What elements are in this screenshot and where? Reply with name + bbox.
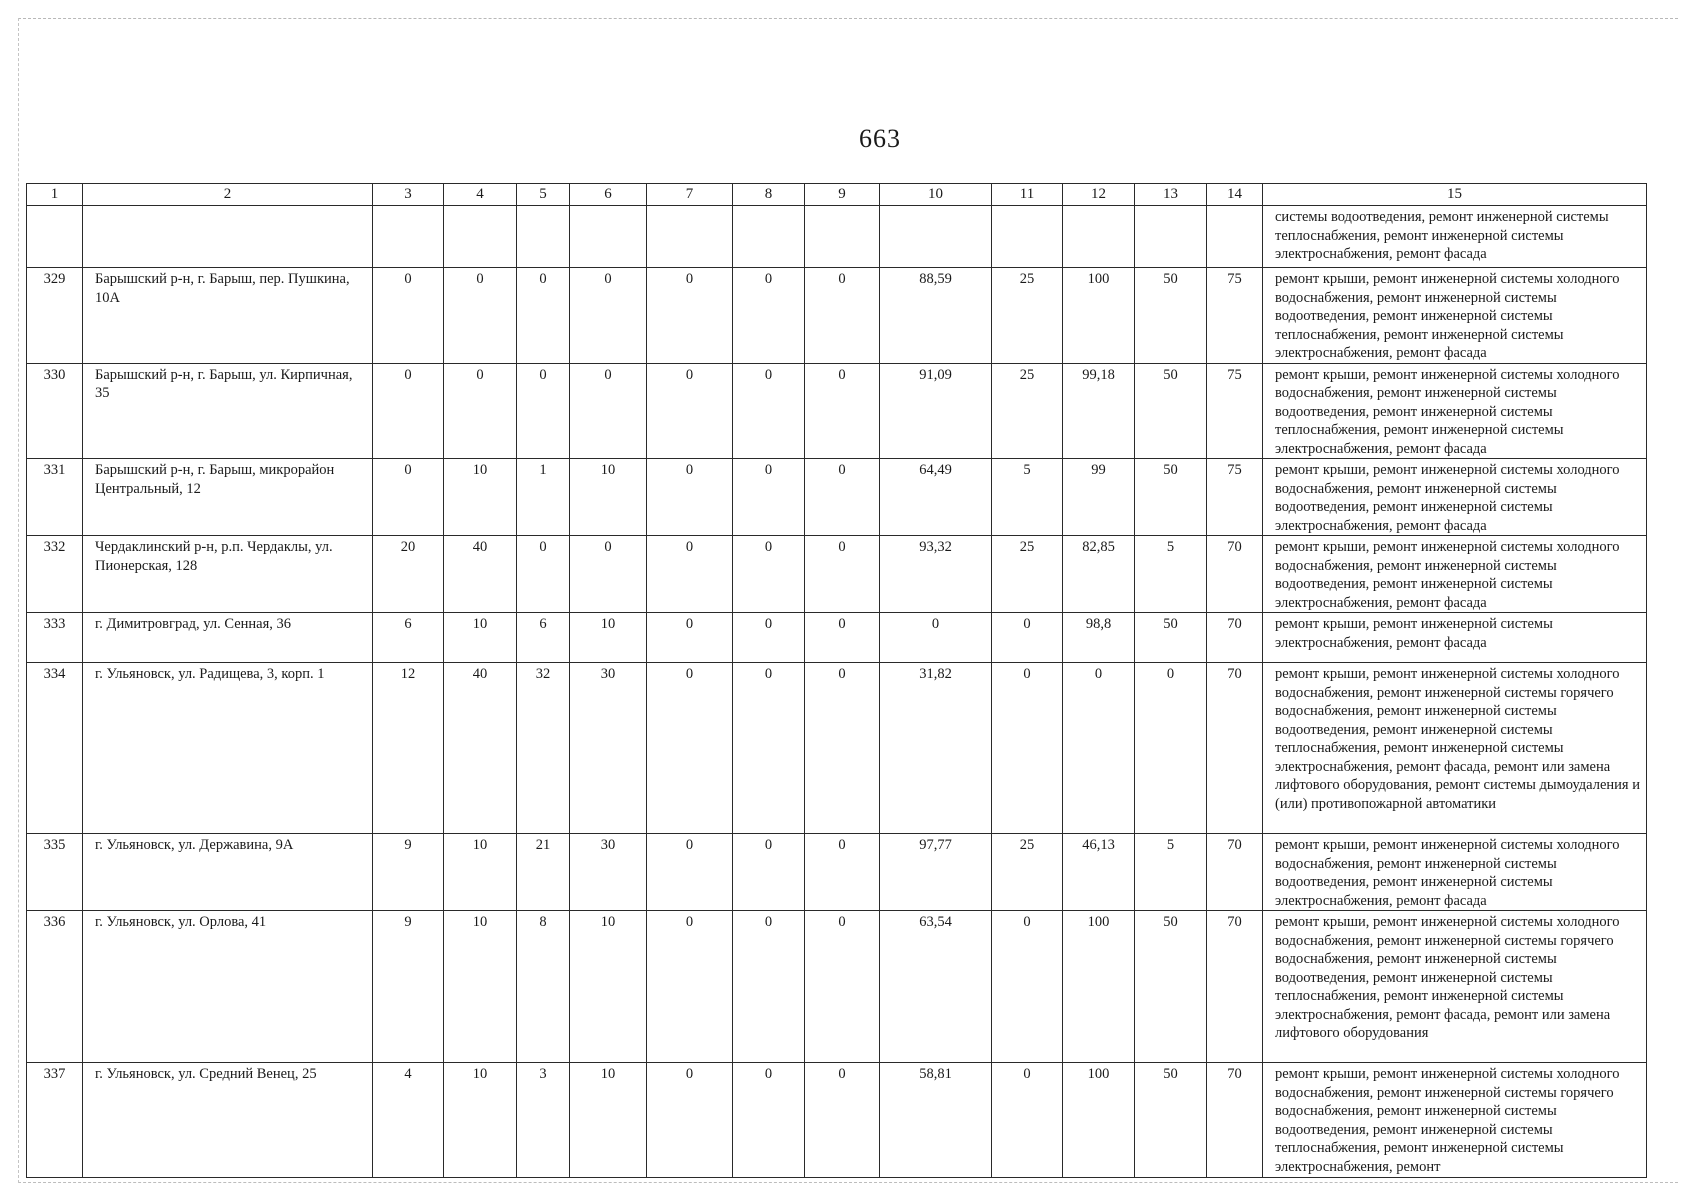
value-cell: 25 bbox=[992, 268, 1063, 364]
value-cell: 0 bbox=[805, 613, 880, 663]
row-number: 336 bbox=[27, 911, 83, 1063]
address: Барышский р-н, г. Барыш, пер. Пушкина, 10А bbox=[83, 268, 373, 364]
value-cell: 0 bbox=[570, 536, 647, 613]
value-cell: 0 bbox=[733, 1063, 805, 1178]
value-cell: 0 bbox=[647, 663, 733, 834]
value-cell: 64,49 bbox=[880, 459, 992, 536]
value-cell: 98,8 bbox=[1063, 613, 1135, 663]
value-cell: 40 bbox=[444, 536, 517, 613]
works-list: ремонт крыши, ремонт инженерной системы холодного водоснабжения, ремонт инженерной системы водоотведения, ремонт инженерной системы теплоснабжения, ремонт инженерной системы электроснабжения, ремонт фасада bbox=[1263, 268, 1647, 364]
value-cell: 0 bbox=[805, 911, 880, 1063]
value-cell: 0 bbox=[373, 363, 444, 459]
row-number: 337 bbox=[27, 1063, 83, 1178]
value-cell: 0 bbox=[992, 911, 1063, 1063]
column-header: 13 bbox=[1135, 184, 1207, 206]
value-cell: 6 bbox=[517, 613, 570, 663]
table-row bbox=[27, 459, 1647, 536]
row-number: 331 bbox=[27, 459, 83, 536]
value-cell: 5 bbox=[1135, 834, 1207, 911]
value-cell: 30 bbox=[570, 663, 647, 834]
value-cell: 25 bbox=[992, 834, 1063, 911]
value-cell: 70 bbox=[1207, 663, 1263, 834]
address: г. Ульяновск, ул. Орлова, 41 bbox=[83, 911, 373, 1063]
row-number: 329 bbox=[27, 268, 83, 364]
works-list: ремонт крыши, ремонт инженерной системы холодного водоснабжения, ремонт инженерной системы водоотведения, ремонт инженерной системы электроснабжения, ремонт фасада bbox=[1263, 834, 1647, 911]
value-cell: 50 bbox=[1135, 911, 1207, 1063]
value-cell: 10 bbox=[570, 613, 647, 663]
value-cell: 25 bbox=[992, 536, 1063, 613]
value-cell: 0 bbox=[373, 459, 444, 536]
value-cell: 9 bbox=[373, 911, 444, 1063]
table-row bbox=[27, 613, 1647, 663]
value-cell: 8 bbox=[517, 911, 570, 1063]
address: Барышский р-н, г. Барыш, микрорайон Центральный, 12 bbox=[83, 459, 373, 536]
value-cell: 0 bbox=[733, 613, 805, 663]
column-header: 4 bbox=[444, 184, 517, 206]
continuation-row bbox=[27, 206, 1647, 268]
value-cell: 75 bbox=[1207, 459, 1263, 536]
row-number: 332 bbox=[27, 536, 83, 613]
value-cell: 4 bbox=[373, 1063, 444, 1178]
value-cell: 0 bbox=[992, 663, 1063, 834]
value-cell: 5 bbox=[992, 459, 1063, 536]
works-list: ремонт крыши, ремонт инженерной системы холодного водоснабжения, ремонт инженерной системы водоотведения, ремонт инженерной системы электроснабжения, ремонт фасада bbox=[1263, 459, 1647, 536]
column-header: 3 bbox=[373, 184, 444, 206]
value-cell: 5 bbox=[1135, 536, 1207, 613]
value-cell: 99,18 bbox=[1063, 363, 1135, 459]
value-cell: 88,59 bbox=[880, 268, 992, 364]
column-header: 6 bbox=[570, 184, 647, 206]
address: г. Ульяновск, ул. Средний Венец, 25 bbox=[83, 1063, 373, 1178]
row-number: 333 bbox=[27, 613, 83, 663]
value-cell: 12 bbox=[373, 663, 444, 834]
works-list: ремонт крыши, ремонт инженерной системы холодного водоснабжения, ремонт инженерной системы горячего водоснабжения, ремонт инженерной системы водоотведения, ремонт инженерной системы теплоснабжения, ремонт инженерной системы электроснабжения, ремонт фасада, ремонт или замена лифтового оборудования bbox=[1263, 911, 1647, 1063]
value-cell: 0 bbox=[517, 363, 570, 459]
value-cell: 3 bbox=[517, 1063, 570, 1178]
value-cell: 40 bbox=[444, 663, 517, 834]
column-header: 1 bbox=[27, 184, 83, 206]
value-cell: 100 bbox=[1063, 911, 1135, 1063]
value-cell: 10 bbox=[570, 1063, 647, 1178]
column-header: 15 bbox=[1263, 184, 1647, 206]
value-cell: 0 bbox=[733, 911, 805, 1063]
value-cell: 0 bbox=[1135, 663, 1207, 834]
value-cell: 0 bbox=[517, 536, 570, 613]
value-cell: 0 bbox=[444, 363, 517, 459]
value-cell: 1 bbox=[517, 459, 570, 536]
address: г. Ульяновск, ул. Державина, 9А bbox=[83, 834, 373, 911]
value-cell: 10 bbox=[444, 834, 517, 911]
value-cell: 99 bbox=[1063, 459, 1135, 536]
column-header: 2 bbox=[83, 184, 373, 206]
value-cell: 0 bbox=[805, 663, 880, 834]
value-cell: 93,32 bbox=[880, 536, 992, 613]
value-cell: 0 bbox=[992, 1063, 1063, 1178]
value-cell: 0 bbox=[733, 663, 805, 834]
value-cell: 10 bbox=[570, 459, 647, 536]
value-cell: 32 bbox=[517, 663, 570, 834]
value-cell: 50 bbox=[1135, 268, 1207, 364]
data-table bbox=[26, 183, 1647, 1178]
value-cell: 10 bbox=[444, 613, 517, 663]
column-header: 10 bbox=[880, 184, 992, 206]
table-row bbox=[27, 911, 1647, 1063]
value-cell: 0 bbox=[805, 459, 880, 536]
value-cell: 0 bbox=[733, 834, 805, 911]
value-cell: 0 bbox=[805, 536, 880, 613]
value-cell: 31,82 bbox=[880, 663, 992, 834]
value-cell: 70 bbox=[1207, 1063, 1263, 1178]
table-row bbox=[27, 268, 1647, 364]
value-cell: 70 bbox=[1207, 536, 1263, 613]
column-header: 8 bbox=[733, 184, 805, 206]
table-row bbox=[27, 663, 1647, 834]
row-number: 330 bbox=[27, 363, 83, 459]
value-cell: 58,81 bbox=[880, 1063, 992, 1178]
address: Чердаклинский р-н, р.п. Чердаклы, ул. Пионерская, 128 bbox=[83, 536, 373, 613]
value-cell: 10 bbox=[444, 1063, 517, 1178]
value-cell: 75 bbox=[1207, 268, 1263, 364]
value-cell: 0 bbox=[647, 268, 733, 364]
table-row bbox=[27, 1063, 1647, 1178]
value-cell: 100 bbox=[1063, 268, 1135, 364]
value-cell: 97,77 bbox=[880, 834, 992, 911]
value-cell: 46,13 bbox=[1063, 834, 1135, 911]
value-cell: 0 bbox=[1063, 663, 1135, 834]
column-number-header-row bbox=[27, 184, 1647, 206]
value-cell: 0 bbox=[733, 268, 805, 364]
value-cell: 0 bbox=[805, 268, 880, 364]
value-cell: 0 bbox=[880, 613, 992, 663]
works-list: ремонт крыши, ремонт инженерной системы электроснабжения, ремонт фасада bbox=[1263, 613, 1647, 663]
address: Барышский р-н, г. Барыш, ул. Кирпичная, 35 bbox=[83, 363, 373, 459]
value-cell: 0 bbox=[517, 268, 570, 364]
value-cell: 0 bbox=[647, 613, 733, 663]
value-cell: 6 bbox=[373, 613, 444, 663]
value-cell: 0 bbox=[373, 268, 444, 364]
value-cell: 0 bbox=[444, 268, 517, 364]
value-cell: 0 bbox=[570, 268, 647, 364]
value-cell: 0 bbox=[647, 536, 733, 613]
value-cell: 0 bbox=[570, 363, 647, 459]
value-cell: 0 bbox=[647, 363, 733, 459]
value-cell: 0 bbox=[733, 536, 805, 613]
value-cell: 0 bbox=[805, 1063, 880, 1178]
table-row bbox=[27, 536, 1647, 613]
value-cell: 0 bbox=[992, 613, 1063, 663]
column-header: 14 bbox=[1207, 184, 1263, 206]
value-cell: 30 bbox=[570, 834, 647, 911]
value-cell: 0 bbox=[805, 363, 880, 459]
value-cell: 100 bbox=[1063, 1063, 1135, 1178]
table-row bbox=[27, 363, 1647, 459]
column-header: 5 bbox=[517, 184, 570, 206]
value-cell: 10 bbox=[570, 911, 647, 1063]
value-cell: 91,09 bbox=[880, 363, 992, 459]
value-cell: 20 bbox=[373, 536, 444, 613]
value-cell: 50 bbox=[1135, 459, 1207, 536]
value-cell: 0 bbox=[647, 911, 733, 1063]
works-list: ремонт крыши, ремонт инженерной системы холодного водоснабжения, ремонт инженерной системы горячего водоснабжения, ремонт инженерной системы водоотведения, ремонт инженерной системы теплоснабжения, ремонт инженерной системы электроснабжения, ремонт bbox=[1263, 1063, 1647, 1178]
value-cell: 10 bbox=[444, 911, 517, 1063]
value-cell: 0 bbox=[647, 459, 733, 536]
column-header: 7 bbox=[647, 184, 733, 206]
value-cell: 75 bbox=[1207, 363, 1263, 459]
value-cell: 82,85 bbox=[1063, 536, 1135, 613]
column-header: 11 bbox=[992, 184, 1063, 206]
address: г. Димитровград, ул. Сенная, 36 bbox=[83, 613, 373, 663]
value-cell: 70 bbox=[1207, 613, 1263, 663]
row-number: 334 bbox=[27, 663, 83, 834]
works-list: системы водоотведения, ремонт инженерной системы теплоснабжения, ремонт инженерной системы электроснабжения, ремонт фасада bbox=[1263, 206, 1647, 268]
value-cell: 21 bbox=[517, 834, 570, 911]
table-row bbox=[27, 834, 1647, 911]
value-cell: 0 bbox=[647, 834, 733, 911]
column-header: 12 bbox=[1063, 184, 1135, 206]
works-list: ремонт крыши, ремонт инженерной системы холодного водоснабжения, ремонт инженерной системы горячего водоснабжения, ремонт инженерной системы водоотведения, ремонт инженерной системы теплоснабжения, ремонт инженерной системы электроснабжения, ремонт фасада, ремонт или замена лифтового оборудования, ремонт системы дымоудаления и (или) противопожарной автоматики bbox=[1263, 663, 1647, 834]
value-cell: 50 bbox=[1135, 363, 1207, 459]
value-cell: 9 bbox=[373, 834, 444, 911]
value-cell: 70 bbox=[1207, 834, 1263, 911]
value-cell: 63,54 bbox=[880, 911, 992, 1063]
value-cell: 0 bbox=[733, 459, 805, 536]
page-number: 663 bbox=[859, 124, 901, 153]
works-list: ремонт крыши, ремонт инженерной системы холодного водоснабжения, ремонт инженерной системы водоотведения, ремонт инженерной системы электроснабжения, ремонт фасада bbox=[1263, 536, 1647, 613]
value-cell: 0 bbox=[733, 363, 805, 459]
address: г. Ульяновск, ул. Радищева, 3, корп. 1 bbox=[83, 663, 373, 834]
value-cell: 50 bbox=[1135, 1063, 1207, 1178]
value-cell: 70 bbox=[1207, 911, 1263, 1063]
value-cell: 25 bbox=[992, 363, 1063, 459]
value-cell: 0 bbox=[647, 1063, 733, 1178]
value-cell: 50 bbox=[1135, 613, 1207, 663]
value-cell: 0 bbox=[805, 834, 880, 911]
row-number: 335 bbox=[27, 834, 83, 911]
value-cell: 10 bbox=[444, 459, 517, 536]
works-list: ремонт крыши, ремонт инженерной системы холодного водоснабжения, ремонт инженерной системы водоотведения, ремонт инженерной системы теплоснабжения, ремонт инженерной системы электроснабжения, ремонт фасада bbox=[1263, 363, 1647, 459]
column-header: 9 bbox=[805, 184, 880, 206]
